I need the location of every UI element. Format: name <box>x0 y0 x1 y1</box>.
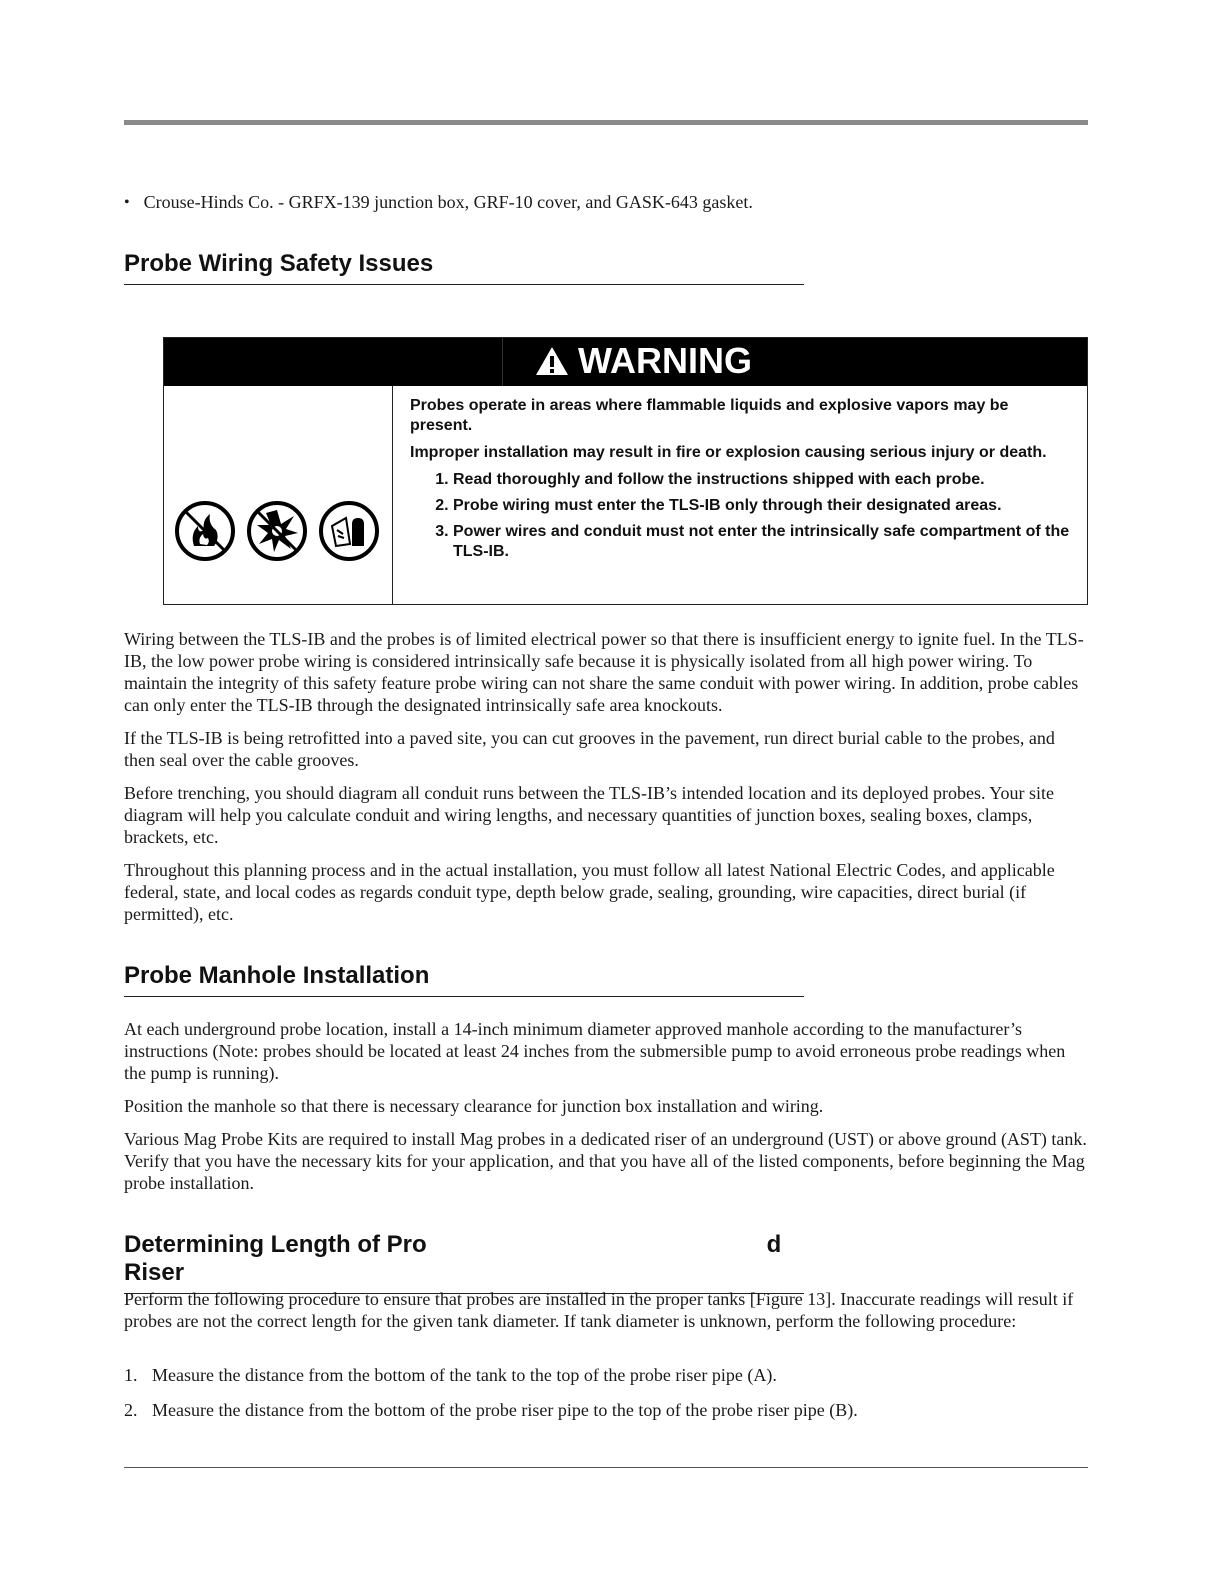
hand-caution-icon <box>318 500 380 562</box>
paragraph: Wiring between the TLS-IB and the probes is of limited electrical power so that there is insufficient energy to ignite fuel. In the TLS-IB, the low power probe wiring is considered intrinsically safe because it is physically isolated from all high power wiring. To maintain the integrity of this safety feature probe wiring can not share the same conduit with power wiring. In addition, probe cables can only enter the TLS-IB through the designated intrinsically safe area knockouts. <box>124 629 1084 715</box>
paragraph: Position the manhole so that there is necessary clearance for junction box installation and wiring. <box>124 1096 824 1116</box>
warning-list-item: 1. Read thoroughly and follow the instructions shipped with each probe. <box>453 470 1070 490</box>
paragraph: Various Mag Probe Kits are required to install Mag probes in a dedicated riser of an underground (UST) or above ground (AST) tank. Verify that you have the necessary kits for your application, and that you have all of the listed components, before beginning the Mag probe installation. <box>124 1129 1087 1193</box>
warning-line-1: Probes operate in areas where flammable liquids and explosive vapors may be present. <box>410 397 1009 434</box>
bullet-item <box>124 192 753 214</box>
warning-line-2: Improper installation may result in fire or explosion causing serious injury or death. <box>410 444 1047 461</box>
footer-rule <box>124 1467 1088 1468</box>
paragraph: At each underground probe location, install a 14-inch minimum diameter approved manhole according to the manufacturer’s instructions (Note: probes should be located at least 24 inches from the submersible pump to avoid erroneous probe readings when the pump is running). <box>124 1019 1066 1083</box>
safety-body <box>124 628 1088 936</box>
step-item <box>124 1364 777 1386</box>
section-heading-safety: Probe Wiring Safety Issues <box>124 250 804 285</box>
paragraph: Throughout this planning process and in the actual installation, you must follow all latest National Electric Codes, and applicable federal, state, and local codes as regards conduit type, depth below grade, sealing, grounding, wire capacities, direct burial (if permitted), etc. <box>124 860 1055 924</box>
warning-header <box>164 338 1087 386</box>
section-heading-manhole: Probe Manhole Installation <box>124 962 804 997</box>
warning-title: WARNING <box>578 340 752 381</box>
bullet-icon: • <box>124 194 130 211</box>
warning-list <box>410 470 1070 562</box>
warning-text <box>410 396 1070 568</box>
paragraph: Perform the following procedure to ensure that probes are installed in the proper tanks [Figure 13]. Inaccurate readings will result if probes are not the correct length for the given tank diameter. If tank diameter is unknown, perform the following procedure: <box>124 1289 1074 1331</box>
section-heading-length: Determining Length of Pro d Riser <box>124 1231 804 1294</box>
length-body <box>124 1288 1088 1343</box>
step-number: 1. <box>124 1365 138 1385</box>
fire-hazard-icon <box>174 500 236 562</box>
bullet-text: Crouse-Hinds Co. - GRFX-139 junction box, GRF-10 cover, and GASK-643 gasket. <box>143 192 753 212</box>
warning-triangle-icon <box>534 345 570 377</box>
step-number: 2. <box>124 1400 138 1420</box>
manhole-body <box>124 1018 1088 1205</box>
step-text: Measure the distance from the bottom of the tank to the top of the probe riser pipe (A). <box>152 1365 777 1385</box>
paragraph: If the TLS-IB is being retrofitted into a paved site, you can cut grooves in the pavement, run direct burial cable to the probes, and then seal over the cable grooves. <box>124 728 1055 770</box>
step-text: Measure the distance from the bottom of the probe riser pipe to the top of the probe riser pipe (B). <box>152 1400 858 1420</box>
explosion-hazard-icon <box>246 500 308 562</box>
header-rule <box>124 120 1088 125</box>
warning-list-item: 3. Power wires and conduit must not enter the intrinsically safe compartment of the TLS-IB. <box>453 522 1070 562</box>
warning-box <box>163 337 1088 605</box>
warning-list-item: 2. Probe wiring must enter the TLS-IB only through their designated areas. <box>453 496 1070 516</box>
step-item <box>124 1399 858 1421</box>
paragraph: Before trenching, you should diagram all conduit runs between the TLS-IB’s intended location and its deployed probes. Your site diagram will help you calculate conduit and wiring lengths, and necessary quantities of junction boxes, sealing boxes, clamps, brackets, etc. <box>124 783 1054 847</box>
hazard-icons-cell <box>164 386 393 604</box>
